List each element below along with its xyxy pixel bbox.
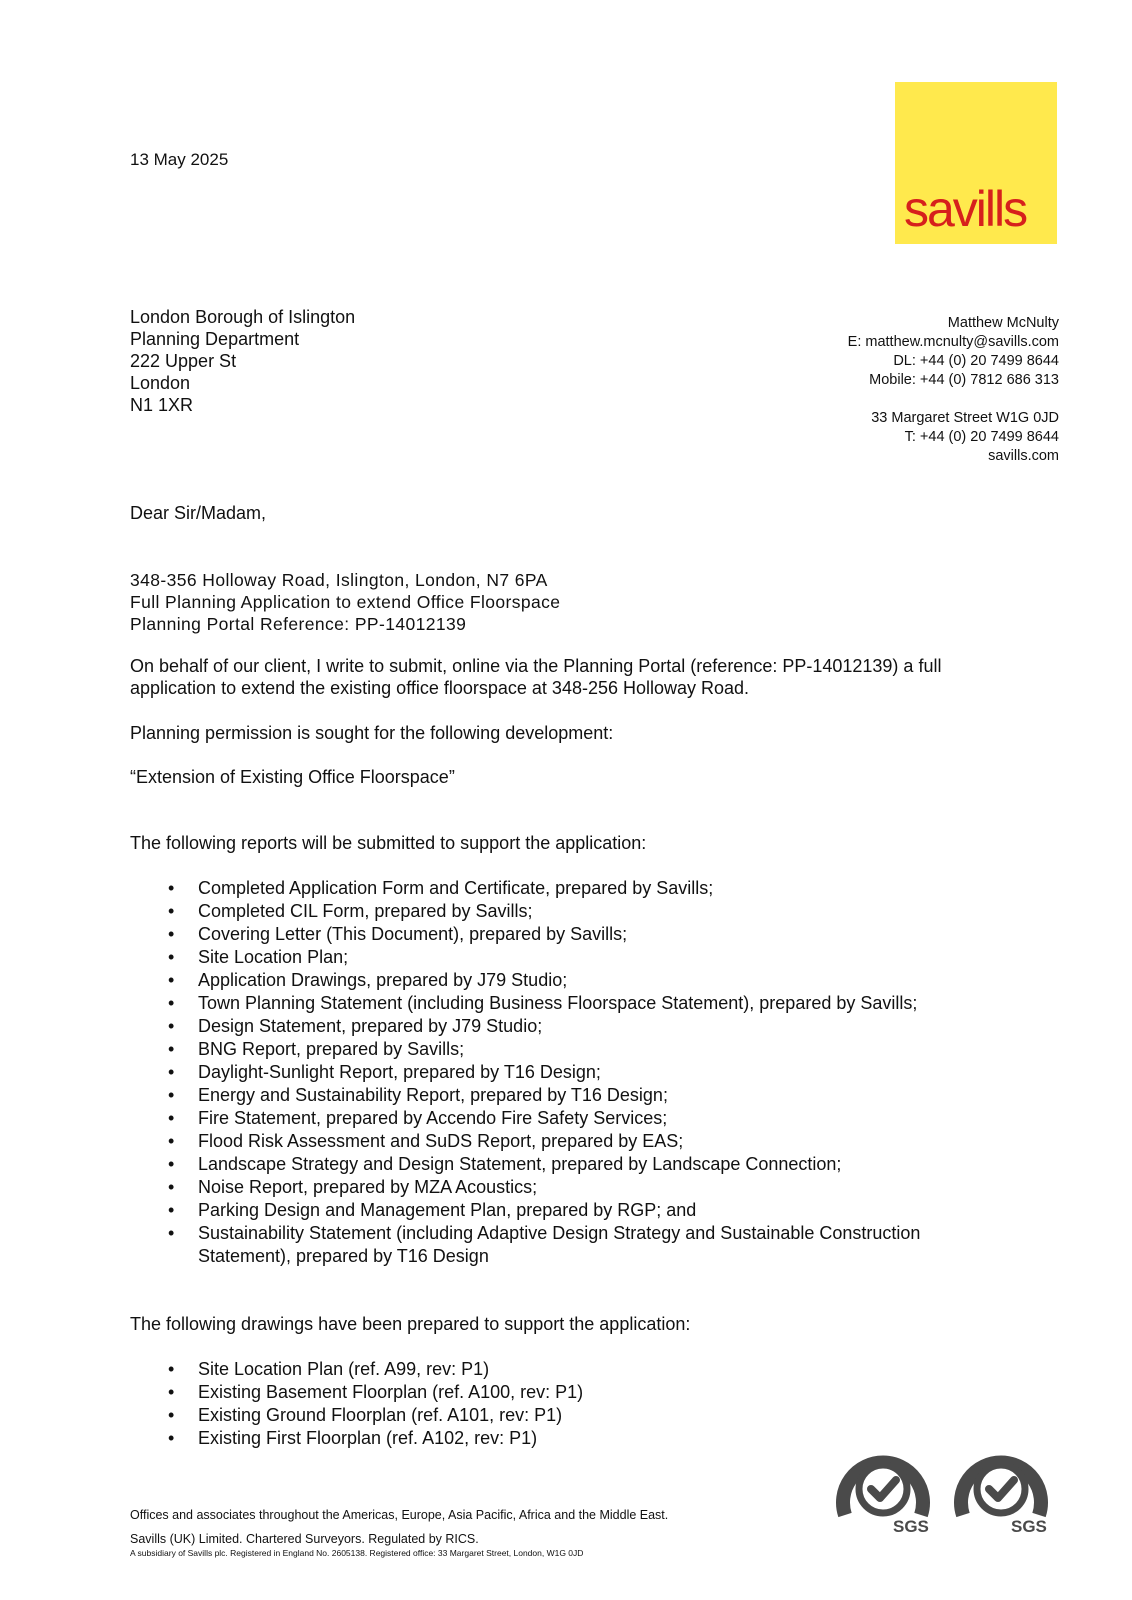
office-address: 33 Margaret Street W1G 0JD: [871, 410, 1059, 426]
contact-spacer: [848, 390, 1059, 409]
reports-list: [130, 877, 1010, 1268]
reports-intro: The following reports will be submitted to support the application:: [130, 833, 647, 853]
list-item: • Town Planning Statement (including Business Floorspace Statement), prepared by Savills;: [130, 992, 1010, 1015]
list-item: • Completed CIL Form, prepared by Savills;: [130, 900, 1010, 923]
list-item: • Covering Letter (This Document), prepared by Savills;: [130, 923, 1010, 946]
salutation: Dear Sir/Madam,: [130, 503, 267, 523]
iso-9001-certification-badge: [951, 1437, 1051, 1537]
footer-company: Savills (UK) Limited. Chartered Surveyors. Regulated by RICS.: [130, 1532, 479, 1546]
permission-paragraph: Planning permission is sought for the following development:: [130, 723, 614, 743]
cert-brand: SGS: [893, 1517, 929, 1536]
recipient-line: 222 Upper St: [130, 351, 237, 371]
list-item: • Fire Statement, prepared by Accendo Fire Safety Services;: [130, 1107, 1010, 1130]
recipient-line: London: [130, 373, 191, 393]
savills-logo: [895, 82, 1057, 244]
development-description: “Extension of Existing Office Floorspace”: [130, 767, 455, 787]
list-item: • Completed Application Form and Certificate, prepared by Savills;: [130, 877, 1010, 900]
list-item: • Design Statement, prepared by J79 Studio;: [130, 1015, 1010, 1038]
recipient-line: London Borough of Islington: [130, 307, 356, 327]
intro-paragraph: On behalf of our client, I write to submit, online via the Planning Portal (reference: PP-14012139) a full application to extend the existing office floorspace at 348-256 Holloway Road.: [130, 656, 942, 698]
sender-name: Matthew McNulty: [947, 315, 1059, 331]
cert-brand: SGS: [1011, 1517, 1047, 1536]
footer-offices: Offices and associates throughout the Americas, Europe, Asia Pacific, Africa and the Middle East.: [130, 1508, 669, 1522]
letter-date: 13 May 2025: [130, 150, 229, 169]
list-item: • Sustainability Statement (including Adaptive Design Strategy and Sustainable Construction Statement), prepared by T16 Design: [130, 1222, 1010, 1268]
recipient-address: [130, 306, 355, 416]
footer-registration: A subsidiary of Savills plc. Registered in England No. 2605138. Registered office: 33 Margaret Street, London, W1G 0JD: [130, 1548, 584, 1558]
list-item: • Application Drawings, prepared by J79 Studio;: [130, 969, 1010, 992]
list-item: • Energy and Sustainability Report, prepared by T16 Design;: [130, 1084, 1010, 1107]
list-item: • Existing Basement Floorplan (ref. A100, rev: P1): [130, 1381, 1010, 1404]
list-item: • Existing First Floorplan (ref. A102, rev: P1): [130, 1427, 1010, 1450]
list-item: • Landscape Strategy and Design Statement, prepared by Landscape Connection;: [130, 1153, 1010, 1176]
sender-email: E: matthew.mcnulty@savills.com: [847, 334, 1059, 350]
recipient-line: N1 1XR: [130, 395, 194, 415]
sender-direct-line: DL: +44 (0) 20 7499 8644: [893, 353, 1059, 369]
list-item: • BNG Report, prepared by Savills;: [130, 1038, 1010, 1061]
recipient-line: Planning Department: [130, 329, 300, 349]
subject-line: Full Planning Application to extend Office Floorspace: [130, 592, 561, 612]
subject-line: Planning Portal Reference: PP-14012139: [130, 614, 467, 634]
list-item: • Site Location Plan;: [130, 946, 1010, 969]
website: savills.com: [988, 448, 1059, 464]
list-item: • Flood Risk Assessment and SuDS Report, prepared by EAS;: [130, 1130, 1010, 1153]
list-item: • Daylight-Sunlight Report, prepared by T16 Design;: [130, 1061, 1010, 1084]
office-phone: T: +44 (0) 20 7499 8644: [904, 429, 1059, 445]
sender-mobile: Mobile: +44 (0) 7812 686 313: [869, 372, 1059, 388]
logo-text: savills: [904, 181, 1027, 237]
list-item: • Parking Design and Management Plan, prepared by RGP; and: [130, 1199, 1010, 1222]
subject-line: 348-356 Holloway Road, Islington, London, N7 6PA: [130, 570, 548, 590]
list-item: • Site Location Plan (ref. A99, rev: P1): [130, 1358, 1010, 1381]
subject-block: [130, 569, 560, 635]
list-item: • Noise Report, prepared by MZA Acoustics;: [130, 1176, 1010, 1199]
list-item: • Existing Ground Floorplan (ref. A101, rev: P1): [130, 1404, 1010, 1427]
sender-contact-block: [848, 314, 1059, 466]
iso-14001-certification-badge: [833, 1437, 933, 1537]
drawings-intro: The following drawings have been prepared to support the application:: [130, 1314, 691, 1334]
